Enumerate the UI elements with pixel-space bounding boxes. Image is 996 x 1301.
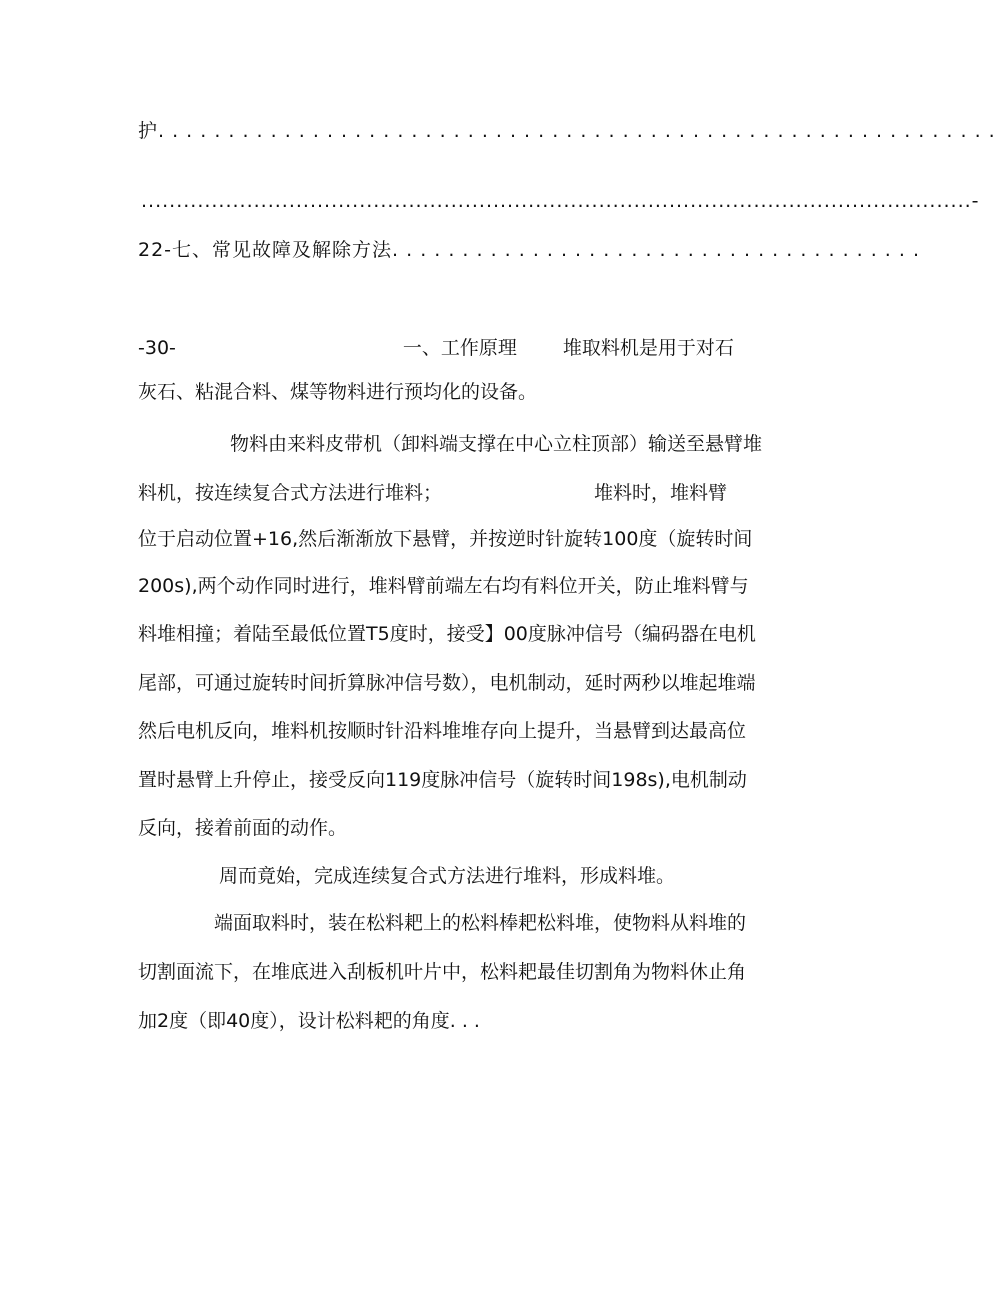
para1-line-7: 然后电机反向，堆料机按顺时针沿料堆堆存向上提升，当悬臂到达最高位	[138, 720, 747, 742]
para3-line-2: 切割面流下，在堆底进入刮板机叶片中，松料耙最佳切割角为物料休止角	[138, 961, 747, 983]
para1-line-8: 置时悬臂上升停止，接受反向119度脉冲信号（旋转时间198s),电机制动	[138, 769, 747, 791]
section-heading: 一、工作原理	[402, 337, 517, 359]
toc-line-3: 22-七、常见故障及解除方法. . . . . . . . . . . . . . . . . . . . . . . . . . . . . . . . . . . . . .	[138, 239, 920, 261]
para1-line-9: 反向，接着前面的动作。	[138, 817, 348, 839]
intro-text-a: 堆取料机是用于对石	[562, 337, 734, 359]
para1-line-2	[138, 481, 838, 505]
para1-line-2b: 堆料时，堆料臂	[594, 482, 728, 504]
para1-line-4: 200s),两个动作同时进行，堆料臂前端左右均有料位开关，防止堆料臂与	[138, 575, 749, 597]
intro-text-b: 灰石、粘混合料、煤等物料进行预均化的设备。	[138, 381, 538, 403]
para1-line-1: 物料由来料皮带机（卸料端支撑在中心立柱顶部）输送至悬臂堆	[230, 433, 763, 455]
para1-line-3: 位于启动位置+16,然后渐渐放下悬臂，并按逆时针旋转100度（旋转时间	[138, 528, 753, 550]
section-heading-line	[138, 336, 838, 360]
para3-line-1: 端面取料时，装在松料耙上的松料棒耙松料堆，使物料从料堆的	[214, 912, 747, 934]
toc-line-2: ......................................................................................................................-	[141, 190, 980, 212]
para1-line-2a: 料机，按连续复合式方法进行堆料；	[138, 482, 443, 504]
para1-line-6: 尾部，可通过旋转时间折算脉冲信号数），电机制动，延时两秒以堆起堆端	[138, 672, 756, 694]
para1-line-5: 料堆相撞；着陆至最低位置T5度时，接受】00度脉冲信号（编码器在电机	[138, 623, 756, 645]
para3-line-3: 加2度（即40度），设计松料耙的角度. . .	[138, 1010, 480, 1032]
toc-page-ref: -30-	[138, 337, 176, 359]
para2-line-1: 周而竟始，完成连续复合式方法进行堆料，形成料堆。	[219, 865, 676, 887]
toc-line-1: 护. . . . . . . . . . . . . . . . . . . . . . . . . . . . . . . . . . . . . . . . . . . . . . . . . . . . . . . . . . . .	[138, 120, 996, 142]
